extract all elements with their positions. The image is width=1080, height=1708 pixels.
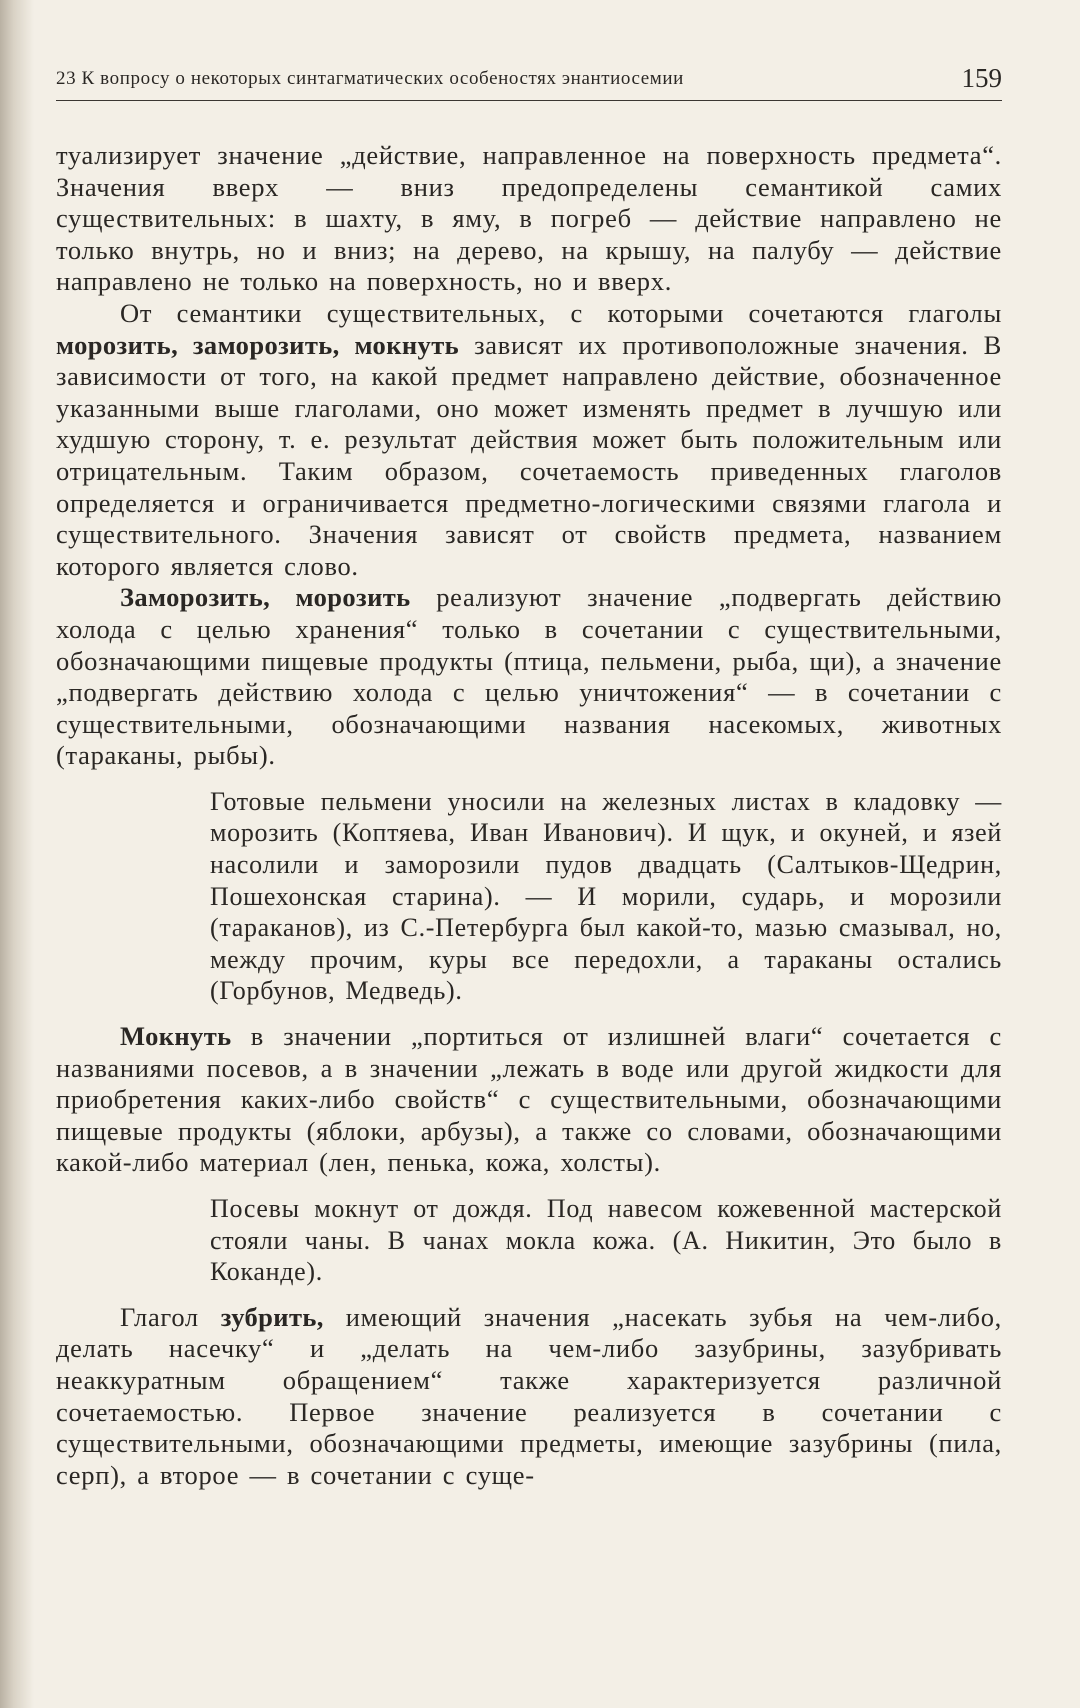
paragraph-continuation — [56, 140, 1002, 298]
paragraph-text: От семантики существительных, с которыми сочетаются глаголы — [120, 297, 1002, 328]
page-number: 159 — [961, 63, 1002, 93]
header-rule — [56, 100, 1002, 101]
book-binding-shadow — [0, 0, 34, 1708]
bold-term: морозить, заморозить, мокнуть — [56, 329, 460, 360]
paragraph-text: зависят их противоположные значения. В зависимости от того, на какой предмет направлено действие, обозначенное указанными выше глаголами, оно может изменять предмет в лучшую или худшую сторону, т. е. результат действия может быть положительным или отрицательным. Таким образом, сочетаемость приведенных глаголов определяется и ограничивается предметно-логическими связями глагола и существительного. Значения зависят от свойств предмета, названием которого является слово. — [56, 329, 1002, 581]
paragraph-text: туализирует значение „действие, направленное на поверхность предмета“. Значения вверх — вниз предопределены семантикой самих существительных: в шахту, в яму, в погреб — действие направлено не только внутрь, но и вниз; на дерево, на крышу, на палубу — действие направлено не только на поверхность, но и вверх. — [56, 140, 1002, 297]
body-text — [56, 140, 1002, 1491]
running-header-title: 23 К вопросу о некоторых синтагматических особеностях энантиосемии — [56, 68, 684, 89]
example-text: Готовые пельмени уносили на железных листах в кладовку — морозить (Коптяева, Иван Иванович). И щук, и окуней, и язей насолили и заморозили пудов двадцать (Салтыков-Щедрин, Пошехонская старина). — И морили, сударь, и морозили (тараканов), из С.-Петербурга был какой-то, мазью смазывал, но, между прочим, куры все передохли, а тараканы остались (Горбунов, Медведь). — [210, 786, 1002, 1006]
bold-term: Заморозить, морозить — [120, 582, 411, 613]
paragraph-zubrit — [56, 1302, 1002, 1492]
paragraph-text: Глагол — [120, 1301, 221, 1332]
paragraph-zamorozit — [56, 582, 1002, 772]
paragraph-text: в значении „портиться от излишней влаги“ сочетается с названиями посевов, а в значении „лежать в воде или другой жидкости для приобретения каких-либо свойств“ с существительными, обозначающими пищевые продукты (яблоки, арбузы), а также со словами, обозначающими какой-либо материал (лен, пенька, кожа, холсты). — [56, 1021, 1002, 1178]
paragraph-text: реализуют значение „подвергать действию холода с целью хранения“ только в сочетании с существительными, обозначающими пищевые продукты (птица, пельмени, рыба, щи), а значение „подвергать действию холода с целью уничтожения“ — в сочетании с существительными, обозначающими названия насекомых, животных (тараканы, рыбы). — [56, 582, 1002, 771]
paragraph-semantics — [56, 298, 1002, 582]
paragraph-text: имеющий значения „насекать зубья на чем-либо, делать насечку“ и „делать на чем-либо зазубрины, зазубривать неаккуратным обращением“ также характеризуется различной сочетаемостью. Первое значение реализуется в сочетании с существительными, обозначающими предметы, имеющие зазубрины (пила, серп), а второе — в сочетании с суще- — [56, 1301, 1002, 1490]
running-header — [56, 56, 1002, 96]
bold-term: Мокнуть — [120, 1021, 232, 1052]
paragraph-moknut — [56, 1021, 1002, 1179]
example-quotation — [210, 786, 1002, 1007]
example-quotation — [210, 1193, 1002, 1288]
example-text: Посевы мокнут от дождя. Под навесом кожевенной мастерской стояли чаны. В чанах мокла кожа. (А. Никитин, Это было в Коканде). — [210, 1194, 1002, 1287]
bold-term: зубрить, — [220, 1301, 324, 1332]
